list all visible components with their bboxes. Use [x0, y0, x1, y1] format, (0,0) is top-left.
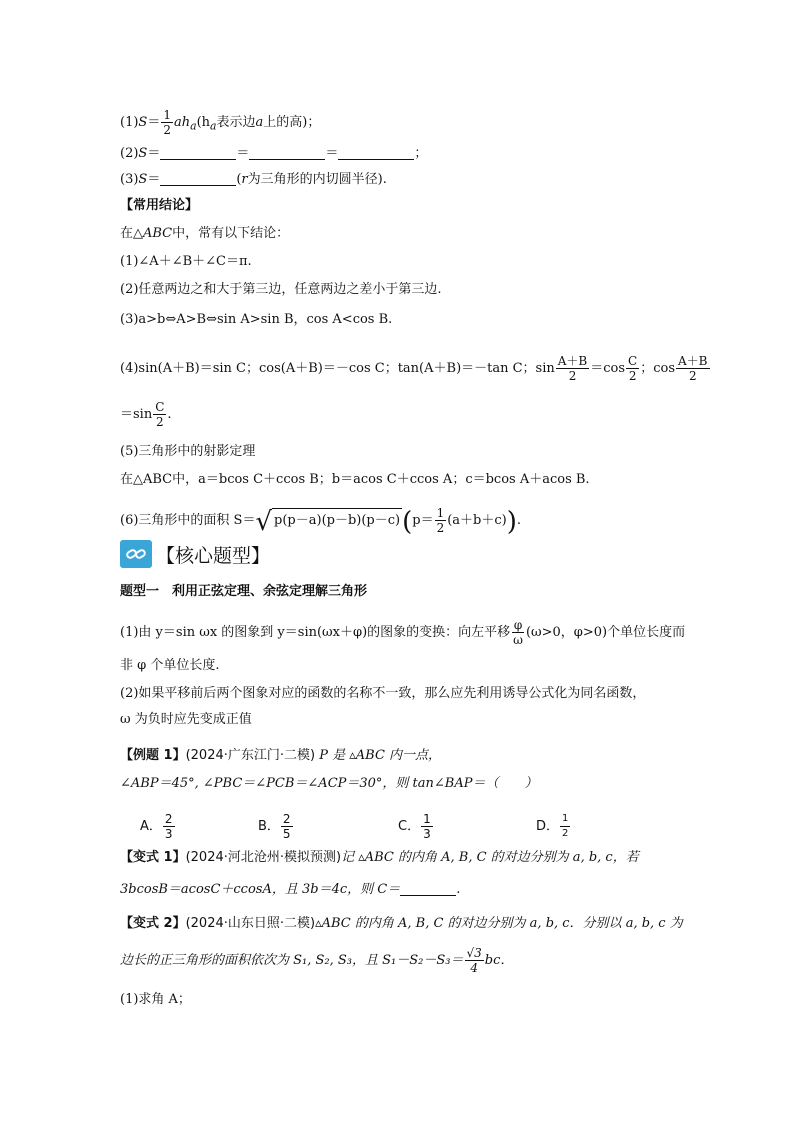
section-title-conclusions: 【常用结论】: [120, 198, 199, 213]
link-icon: [120, 540, 152, 568]
problem-type-1: 题型一 利用正弦定理、余弦定理解三角形: [120, 584, 368, 599]
tip-2-continued: ω 为负时应先变成正值: [120, 712, 252, 727]
option-d[interactable]: D． $\frac{1}{2}$: [536, 813, 569, 839]
conclusion-6: (6)三角形中的面积 S＝√ p(p－a)(p－b)(p－c)(p＝ $\frac{1}{2}$ (a＋b＋c)).: [120, 506, 522, 537]
conclusion-2: (2)任意两边之和大于第三边，任意两边之差小于第三边.: [120, 282, 442, 297]
core-heading-text: 【核心题型】: [156, 544, 271, 567]
variant-2-question-1: (1)求角 A；: [120, 992, 191, 1007]
option-b[interactable]: B． $\frac{2}{5}$: [258, 812, 291, 841]
fraction-one-half: $\frac{1}{2}$: [163, 108, 171, 137]
conclusion-5: (5)三角形中的射影定理: [120, 444, 256, 459]
variant-2-condition: 边长的正三角形的面积依次为 S₁, S₂, S₃，且 S₁－S₂－S₃＝ $\frac{√3}{4}$ bc．: [120, 946, 514, 975]
answer-blank[interactable]: [160, 145, 236, 160]
tip-1: (1)由 y＝sin ωx 的图象到 y＝sin(ωx＋φ)的图象的变换：向左平移 $\frac{\varphi}{\omega}$ (ω>0，φ>0)个单位长度而: [120, 618, 686, 647]
variant-2: 【变式 2】(2024·山东日照·二模)▵ABC 的内角 A, B, C 的对边分别为 a, b, c．分别以 a, b, c 为: [120, 916, 683, 931]
conclusion-4-continued: ＝sin $\frac{C}{2}$ .: [120, 400, 172, 429]
answer-blank[interactable]: [249, 145, 325, 160]
tip-1-continued: 非 φ 个单位长度.: [120, 658, 220, 673]
answer-blank[interactable]: [338, 145, 414, 160]
variant-1-condition: 3bcosB＝acosC＋ccosA，且 3b＝4c，则 C＝ .: [120, 882, 461, 897]
conclusion-4: (4)sin(A＋B)＝sin C；cos(A＋B)＝－cos C；tan(A＋B)＝－tan C；sin $\frac{A+B}{2}$ ＝cos $\frac{C}{2}$ ；cos $\frac{A+B}{2}$: [120, 354, 708, 383]
tip-2: (2)如果平移前后两个图象对应的函数的名称不一致，那么应先利用诱导公式化为同名函数，: [120, 686, 646, 701]
area-formula-1: (1)S＝ $\frac{1}{2}$ $ah_a(h_a$表示边a上的高)；: [120, 108, 321, 137]
conclusion-5-detail: 在△ABC中，a＝bcos C＋ccos B；b＝acos C＋ccos A；c＝bcos A＋acos B.: [120, 472, 590, 487]
example-1-condition: ∠ABP＝45°, ∠PBC＝∠PCB＝∠ACP＝30°，则 tan∠BAP＝（ ）: [120, 776, 538, 791]
answer-blank[interactable]: [160, 171, 236, 186]
option-c[interactable]: C． $\frac{1}{3}$: [398, 812, 431, 841]
conclusions-intro: 在△ABC中，常有以下结论：: [120, 226, 290, 241]
conclusion-1: (1)∠A＋∠B＋∠C＝π.: [120, 254, 252, 269]
answer-blank[interactable]: [400, 881, 456, 896]
area-formula-3: (3)S＝ (r为三角形的内切圆半径).: [120, 172, 387, 187]
example-1: 【例题 1】(2024·广东江门·二模) P 是 ▵ABC 内一点，: [120, 748, 442, 763]
core-heading: [120, 540, 270, 568]
conclusion-3: (3)a>b⇔A>B⇔sin A>sin B，cos A<cos B.: [120, 312, 393, 327]
area-formula-2: (2)S＝ ＝ ＝ ；: [120, 146, 428, 161]
option-a[interactable]: A． $\frac{2}{3}$: [140, 812, 173, 841]
variant-1: 【变式 1】(2024·河北沧州·模拟预测)记 ▵ABC 的内角 A, B, C 的对边分别为 a, b, c，若: [120, 850, 639, 865]
